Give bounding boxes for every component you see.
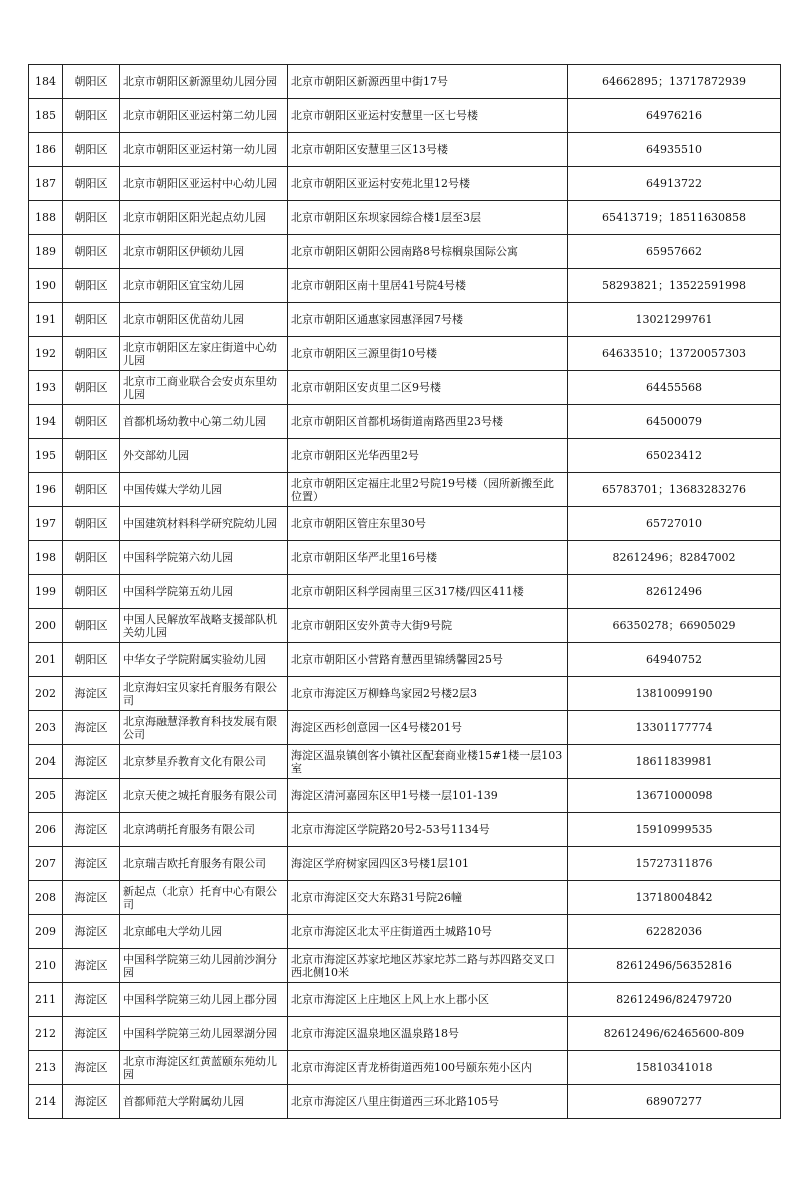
district-cell: 海淀区 bbox=[63, 779, 120, 813]
institution-name-cell: 新起点（北京）托育中心有限公司 bbox=[120, 881, 288, 915]
phone-cell: 82612496/82479720 bbox=[568, 983, 781, 1017]
address-cell: 北京市朝阳区东坝家园综合楼1层至3层 bbox=[288, 201, 568, 235]
address-cell: 北京市海淀区交大东路31号院26幢 bbox=[288, 881, 568, 915]
phone-cell: 64913722 bbox=[568, 167, 781, 201]
phone-cell: 65727010 bbox=[568, 507, 781, 541]
table-row bbox=[29, 167, 781, 201]
address-cell: 北京市朝阳区亚运村安苑北里12号楼 bbox=[288, 167, 568, 201]
row-number: 194 bbox=[29, 405, 63, 439]
institution-name-cell: 北京海妇宝贝家托育服务有限公司 bbox=[120, 677, 288, 711]
table-row bbox=[29, 609, 781, 643]
institution-name-cell: 中国科学院第三幼儿园翠湖分园 bbox=[120, 1017, 288, 1051]
district-cell: 海淀区 bbox=[63, 915, 120, 949]
institution-name-cell: 北京瑞吉欧托育服务有限公司 bbox=[120, 847, 288, 881]
phone-cell: 13718004842 bbox=[568, 881, 781, 915]
institution-name-cell: 北京市朝阳区伊顿幼儿园 bbox=[120, 235, 288, 269]
row-number: 190 bbox=[29, 269, 63, 303]
phone-cell: 62282036 bbox=[568, 915, 781, 949]
address-cell: 北京市朝阳区定福庄北里2号院19号楼（园所新搬至此位置） bbox=[288, 473, 568, 507]
district-cell: 朝阳区 bbox=[63, 303, 120, 337]
table-row bbox=[29, 269, 781, 303]
address-cell: 北京市朝阳区朝阳公园南路8号棕榈泉国际公寓 bbox=[288, 235, 568, 269]
district-cell: 海淀区 bbox=[63, 847, 120, 881]
row-number: 189 bbox=[29, 235, 63, 269]
row-number: 201 bbox=[29, 643, 63, 677]
row-number: 188 bbox=[29, 201, 63, 235]
table-row bbox=[29, 405, 781, 439]
phone-cell: 64662895；13717872939 bbox=[568, 65, 781, 99]
district-cell: 朝阳区 bbox=[63, 337, 120, 371]
table-row bbox=[29, 915, 781, 949]
row-number: 205 bbox=[29, 779, 63, 813]
institution-name-cell: 北京市朝阳区优苗幼儿园 bbox=[120, 303, 288, 337]
institution-name-cell: 北京天使之城托育服务有限公司 bbox=[120, 779, 288, 813]
institution-name-cell: 北京鸿萌托育服务有限公司 bbox=[120, 813, 288, 847]
address-cell: 北京市海淀区上庄地区上风上水上郡小区 bbox=[288, 983, 568, 1017]
table-row bbox=[29, 643, 781, 677]
row-number: 193 bbox=[29, 371, 63, 405]
phone-cell: 64935510 bbox=[568, 133, 781, 167]
institution-name-cell: 北京海融慧泽教育科技发展有限公司 bbox=[120, 711, 288, 745]
district-cell: 朝阳区 bbox=[63, 473, 120, 507]
table-row bbox=[29, 439, 781, 473]
row-number: 197 bbox=[29, 507, 63, 541]
district-cell: 海淀区 bbox=[63, 983, 120, 1017]
phone-cell: 68907277 bbox=[568, 1085, 781, 1119]
address-cell: 海淀区西杉创意园一区4号楼201号 bbox=[288, 711, 568, 745]
row-number: 204 bbox=[29, 745, 63, 779]
address-cell: 北京市海淀区苏家坨地区苏家坨苏二路与苏四路交叉口西北侧10米 bbox=[288, 949, 568, 983]
table-row bbox=[29, 847, 781, 881]
institution-name-cell: 北京市朝阳区新源里幼儿园分园 bbox=[120, 65, 288, 99]
address-cell: 北京市朝阳区亚运村安慧里一区七号楼 bbox=[288, 99, 568, 133]
institution-name-cell: 中国科学院第六幼儿园 bbox=[120, 541, 288, 575]
row-number: 187 bbox=[29, 167, 63, 201]
institution-name-cell: 北京市工商业联合会安贞东里幼儿园 bbox=[120, 371, 288, 405]
kindergarten-table bbox=[28, 64, 781, 1119]
row-number: 186 bbox=[29, 133, 63, 167]
address-cell: 北京市海淀区八里庄街道西三环北路105号 bbox=[288, 1085, 568, 1119]
district-cell: 朝阳区 bbox=[63, 167, 120, 201]
phone-cell: 66350278；66905029 bbox=[568, 609, 781, 643]
address-cell: 北京市朝阳区光华西里2号 bbox=[288, 439, 568, 473]
table-row bbox=[29, 541, 781, 575]
phone-cell: 18611839981 bbox=[568, 745, 781, 779]
row-number: 208 bbox=[29, 881, 63, 915]
table-row bbox=[29, 677, 781, 711]
table-row bbox=[29, 575, 781, 609]
district-cell: 朝阳区 bbox=[63, 99, 120, 133]
institution-name-cell: 中国科学院第五幼儿园 bbox=[120, 575, 288, 609]
district-cell: 海淀区 bbox=[63, 677, 120, 711]
institution-name-cell: 北京梦星乔教育文化有限公司 bbox=[120, 745, 288, 779]
address-cell: 北京市朝阳区南十里居41号院4号楼 bbox=[288, 269, 568, 303]
table-row bbox=[29, 1017, 781, 1051]
table-row bbox=[29, 65, 781, 99]
table-row bbox=[29, 303, 781, 337]
district-cell: 朝阳区 bbox=[63, 371, 120, 405]
address-cell: 北京市朝阳区首都机场街道南路西里23号楼 bbox=[288, 405, 568, 439]
table-row bbox=[29, 1051, 781, 1085]
table-row bbox=[29, 949, 781, 983]
phone-cell: 15910999535 bbox=[568, 813, 781, 847]
phone-cell: 15727311876 bbox=[568, 847, 781, 881]
row-number: 185 bbox=[29, 99, 63, 133]
institution-name-cell: 中国科学院第三幼儿园上郡分园 bbox=[120, 983, 288, 1017]
address-cell: 北京市朝阳区通惠家园惠泽园7号楼 bbox=[288, 303, 568, 337]
table-row bbox=[29, 813, 781, 847]
district-cell: 海淀区 bbox=[63, 745, 120, 779]
institution-name-cell: 北京市朝阳区宜宝幼儿园 bbox=[120, 269, 288, 303]
row-number: 214 bbox=[29, 1085, 63, 1119]
address-cell: 北京市海淀区万柳蜂鸟家园2号楼2层3 bbox=[288, 677, 568, 711]
district-cell: 海淀区 bbox=[63, 1085, 120, 1119]
table-body bbox=[29, 65, 781, 1119]
address-cell: 北京市海淀区北太平庄街道西土城路10号 bbox=[288, 915, 568, 949]
phone-cell: 65023412 bbox=[568, 439, 781, 473]
phone-cell: 82612496/62465600-809 bbox=[568, 1017, 781, 1051]
row-number: 196 bbox=[29, 473, 63, 507]
table-row bbox=[29, 745, 781, 779]
table-row bbox=[29, 983, 781, 1017]
institution-name-cell: 北京市朝阳区亚运村中心幼儿园 bbox=[120, 167, 288, 201]
address-cell: 海淀区学府树家园四区3号楼1层101 bbox=[288, 847, 568, 881]
table-row bbox=[29, 337, 781, 371]
address-cell: 北京市朝阳区小营路育慧西里锦绣馨园25号 bbox=[288, 643, 568, 677]
phone-cell: 64500079 bbox=[568, 405, 781, 439]
address-cell: 海淀区清河嘉园东区甲1号楼一层101-139 bbox=[288, 779, 568, 813]
address-cell: 北京市海淀区学院路20号2-53号1134号 bbox=[288, 813, 568, 847]
table-row bbox=[29, 507, 781, 541]
phone-cell: 13301177774 bbox=[568, 711, 781, 745]
district-cell: 朝阳区 bbox=[63, 575, 120, 609]
address-cell: 北京市朝阳区安外黄寺大街9号院 bbox=[288, 609, 568, 643]
phone-cell: 64455568 bbox=[568, 371, 781, 405]
institution-name-cell: 首都机场幼教中心第二幼儿园 bbox=[120, 405, 288, 439]
district-cell: 海淀区 bbox=[63, 949, 120, 983]
district-cell: 朝阳区 bbox=[63, 65, 120, 99]
institution-name-cell: 北京市朝阳区左家庄街道中心幼儿园 bbox=[120, 337, 288, 371]
phone-cell: 65957662 bbox=[568, 235, 781, 269]
district-cell: 朝阳区 bbox=[63, 269, 120, 303]
row-number: 206 bbox=[29, 813, 63, 847]
district-cell: 朝阳区 bbox=[63, 609, 120, 643]
district-cell: 朝阳区 bbox=[63, 235, 120, 269]
row-number: 192 bbox=[29, 337, 63, 371]
row-number: 203 bbox=[29, 711, 63, 745]
row-number: 213 bbox=[29, 1051, 63, 1085]
phone-cell: 13671000098 bbox=[568, 779, 781, 813]
institution-name-cell: 北京市海淀区红黄蓝颐东苑幼儿园 bbox=[120, 1051, 288, 1085]
table-row bbox=[29, 235, 781, 269]
phone-cell: 82612496 bbox=[568, 575, 781, 609]
row-number: 202 bbox=[29, 677, 63, 711]
district-cell: 朝阳区 bbox=[63, 541, 120, 575]
institution-name-cell: 首都师范大学附属幼儿园 bbox=[120, 1085, 288, 1119]
row-number: 200 bbox=[29, 609, 63, 643]
district-cell: 朝阳区 bbox=[63, 439, 120, 473]
institution-name-cell: 中华女子学院附属实验幼儿园 bbox=[120, 643, 288, 677]
phone-cell: 64633510；13720057303 bbox=[568, 337, 781, 371]
address-cell: 北京市朝阳区安慧里三区13号楼 bbox=[288, 133, 568, 167]
address-cell: 北京市朝阳区华严北里16号楼 bbox=[288, 541, 568, 575]
address-cell: 北京市朝阳区科学园南里三区317楼/四区411楼 bbox=[288, 575, 568, 609]
address-cell: 北京市海淀区青龙桥街道西苑100号颐东苑小区内 bbox=[288, 1051, 568, 1085]
address-cell: 北京市海淀区温泉地区温泉路18号 bbox=[288, 1017, 568, 1051]
row-number: 207 bbox=[29, 847, 63, 881]
address-cell: 北京市朝阳区新源西里中街17号 bbox=[288, 65, 568, 99]
district-cell: 朝阳区 bbox=[63, 133, 120, 167]
institution-name-cell: 北京市朝阳区亚运村第一幼儿园 bbox=[120, 133, 288, 167]
address-cell: 北京市朝阳区安贞里二区9号楼 bbox=[288, 371, 568, 405]
district-cell: 海淀区 bbox=[63, 813, 120, 847]
row-number: 199 bbox=[29, 575, 63, 609]
district-cell: 海淀区 bbox=[63, 1051, 120, 1085]
table-row bbox=[29, 201, 781, 235]
table-row bbox=[29, 133, 781, 167]
institution-name-cell: 北京市朝阳区阳光起点幼儿园 bbox=[120, 201, 288, 235]
phone-cell: 13810099190 bbox=[568, 677, 781, 711]
phone-cell: 65413719；18511630858 bbox=[568, 201, 781, 235]
phone-cell: 65783701；13683283276 bbox=[568, 473, 781, 507]
table-row bbox=[29, 1085, 781, 1119]
table-row bbox=[29, 99, 781, 133]
table-row bbox=[29, 371, 781, 405]
district-cell: 海淀区 bbox=[63, 711, 120, 745]
institution-name-cell: 北京市朝阳区亚运村第二幼儿园 bbox=[120, 99, 288, 133]
row-number: 191 bbox=[29, 303, 63, 337]
row-number: 212 bbox=[29, 1017, 63, 1051]
table-row bbox=[29, 473, 781, 507]
district-cell: 海淀区 bbox=[63, 881, 120, 915]
row-number: 210 bbox=[29, 949, 63, 983]
address-cell: 北京市朝阳区管庄东里30号 bbox=[288, 507, 568, 541]
institution-name-cell: 中国传媒大学幼儿园 bbox=[120, 473, 288, 507]
phone-cell: 64976216 bbox=[568, 99, 781, 133]
phone-cell: 82612496；82847002 bbox=[568, 541, 781, 575]
district-cell: 朝阳区 bbox=[63, 405, 120, 439]
district-cell: 朝阳区 bbox=[63, 201, 120, 235]
institution-name-cell: 中国科学院第三幼儿园前沙涧分园 bbox=[120, 949, 288, 983]
phone-cell: 58293821；13522591998 bbox=[568, 269, 781, 303]
district-cell: 朝阳区 bbox=[63, 643, 120, 677]
address-cell: 海淀区温泉镇创客小镇社区配套商业楼15#1楼一层103室 bbox=[288, 745, 568, 779]
table-row bbox=[29, 711, 781, 745]
row-number: 198 bbox=[29, 541, 63, 575]
district-cell: 海淀区 bbox=[63, 1017, 120, 1051]
district-cell: 朝阳区 bbox=[63, 507, 120, 541]
row-number: 211 bbox=[29, 983, 63, 1017]
address-cell: 北京市朝阳区三源里街10号楼 bbox=[288, 337, 568, 371]
phone-cell: 15810341018 bbox=[568, 1051, 781, 1085]
institution-name-cell: 中国人民解放军战略支援部队机关幼儿园 bbox=[120, 609, 288, 643]
institution-name-cell: 北京邮电大学幼儿园 bbox=[120, 915, 288, 949]
row-number: 195 bbox=[29, 439, 63, 473]
institution-name-cell: 外交部幼儿园 bbox=[120, 439, 288, 473]
phone-cell: 13021299761 bbox=[568, 303, 781, 337]
table-row bbox=[29, 881, 781, 915]
phone-cell: 64940752 bbox=[568, 643, 781, 677]
phone-cell: 82612496/56352816 bbox=[568, 949, 781, 983]
row-number: 184 bbox=[29, 65, 63, 99]
row-number: 209 bbox=[29, 915, 63, 949]
institution-name-cell: 中国建筑材料科学研究院幼儿园 bbox=[120, 507, 288, 541]
table-row bbox=[29, 779, 781, 813]
